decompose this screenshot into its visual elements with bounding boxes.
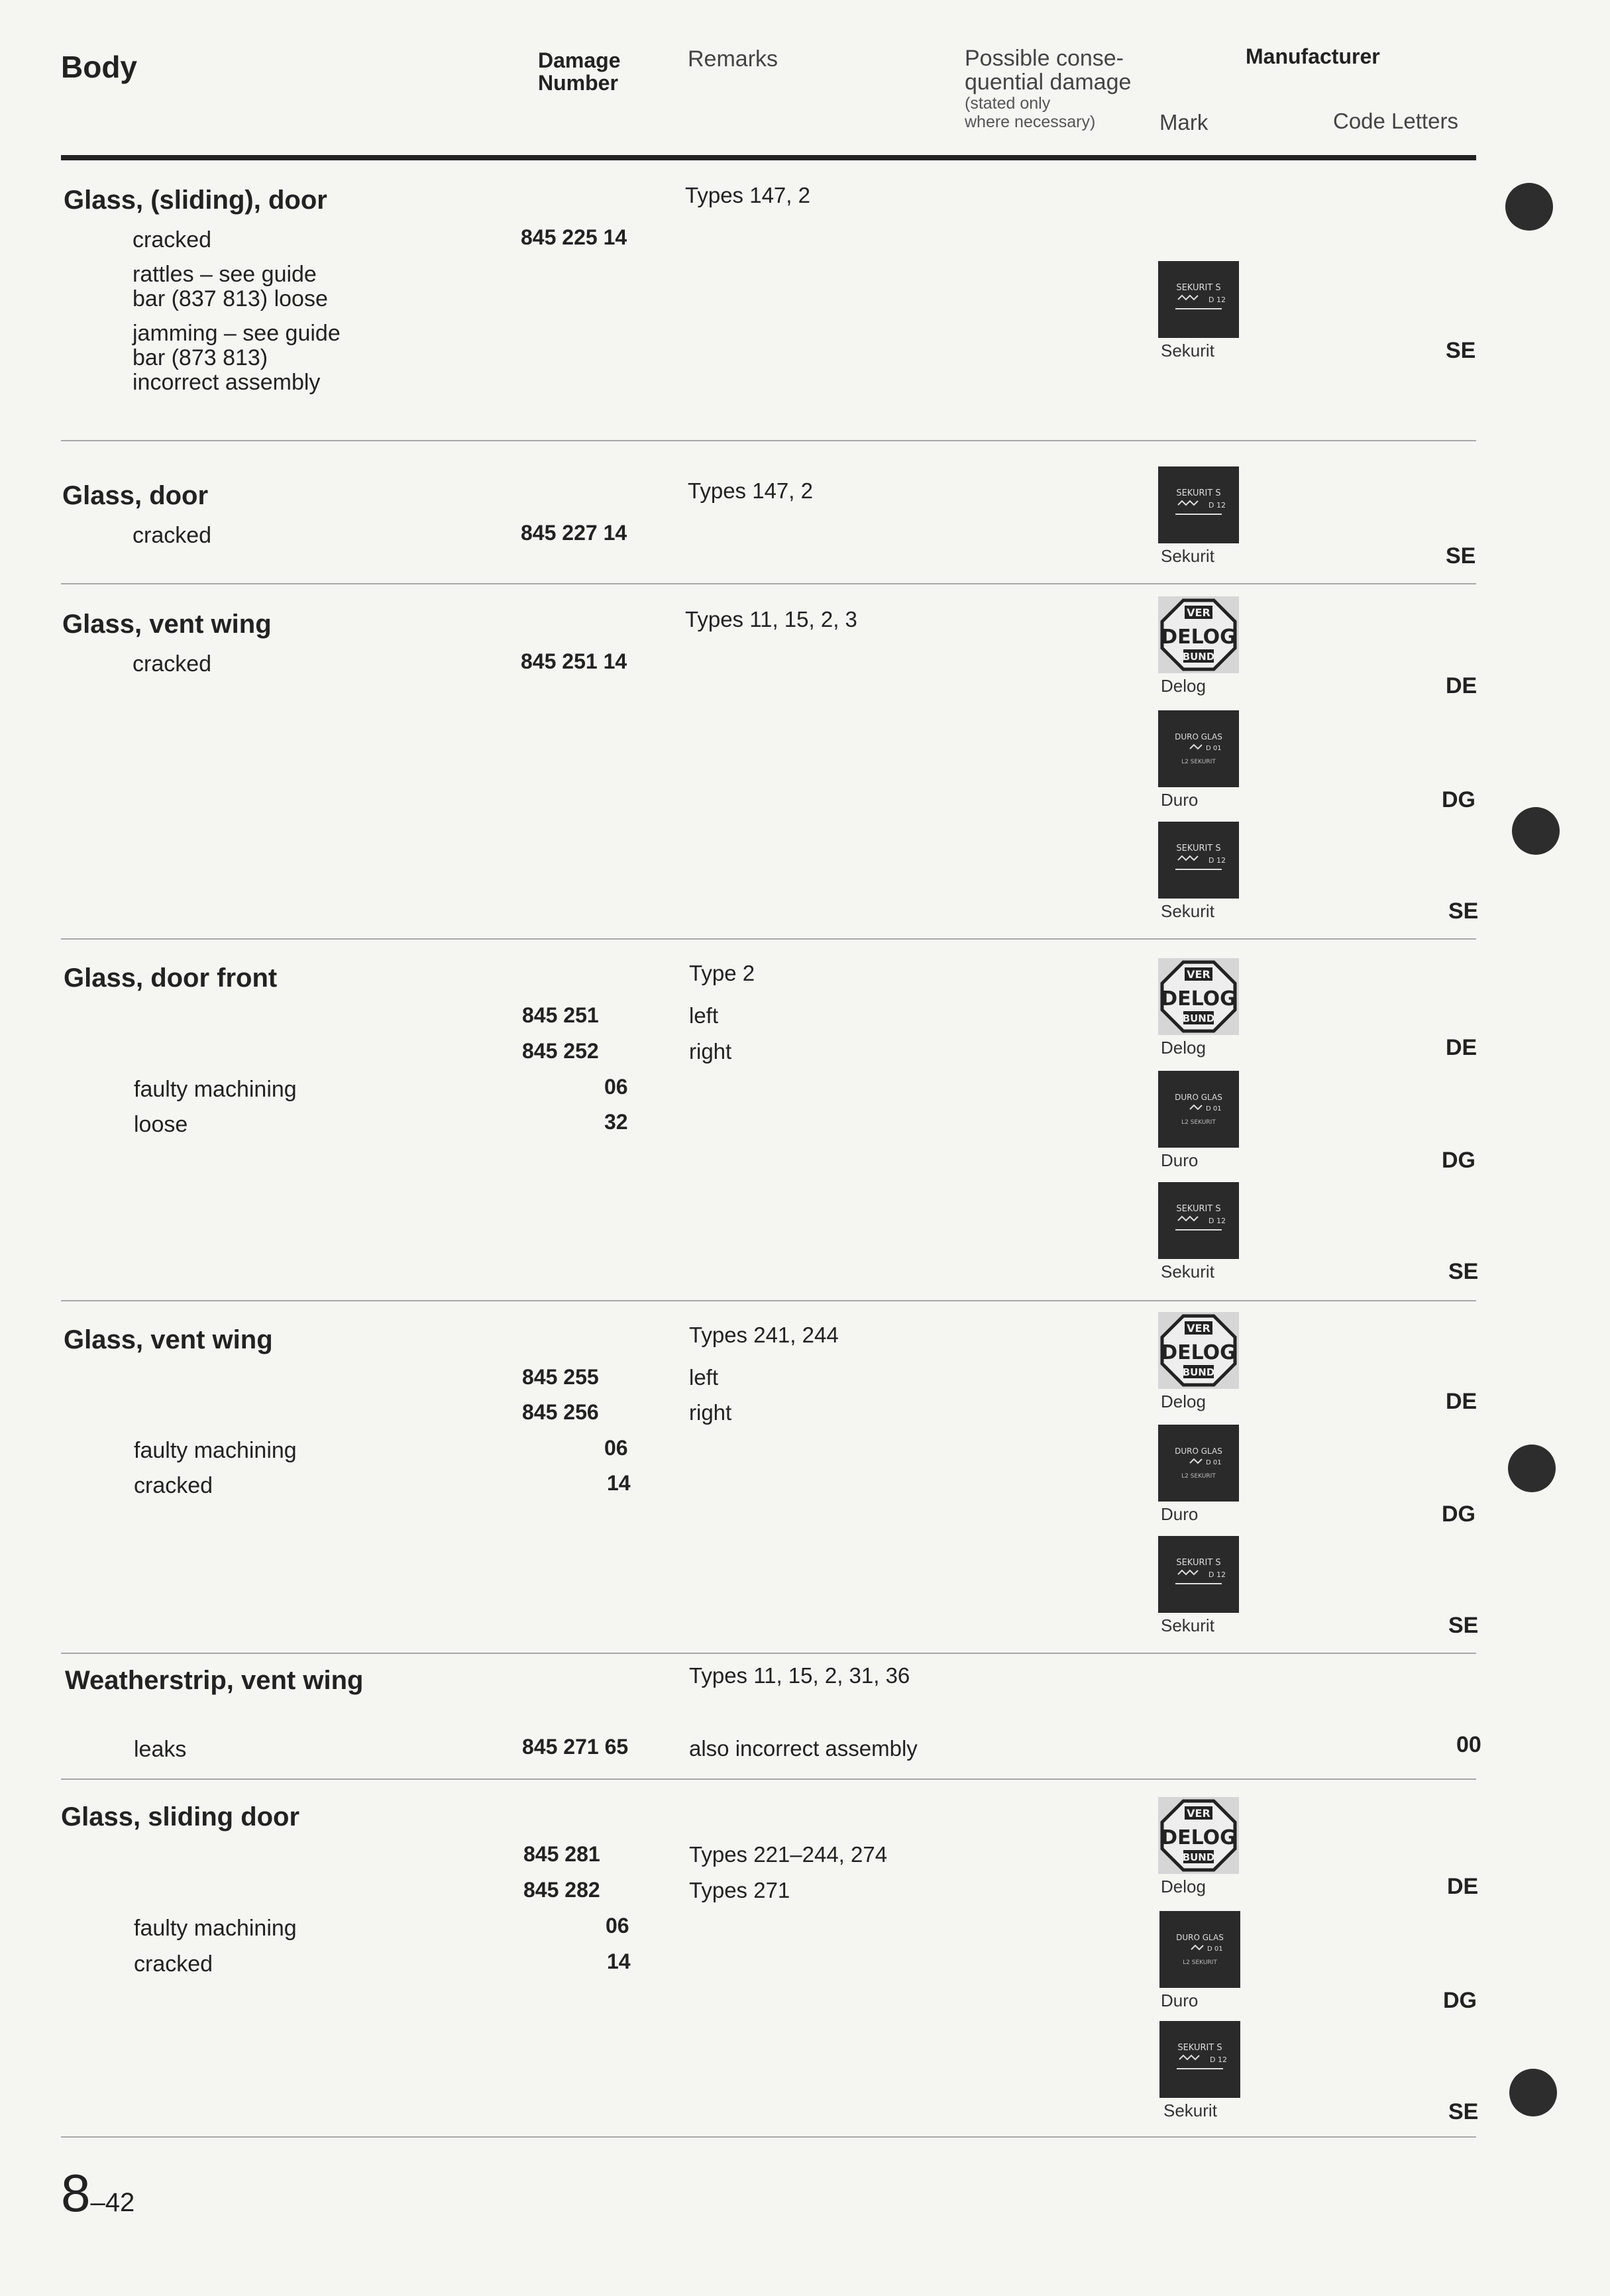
code-letters: SE	[1448, 1259, 1479, 1284]
svg-text:DURO GLAS: DURO GLAS	[1175, 1447, 1222, 1456]
section-divider	[61, 938, 1476, 940]
damage-number: 845 282	[523, 1878, 600, 1902]
list-item: faulty machining	[134, 1077, 297, 1102]
item-remark: also incorrect assembly	[689, 1736, 918, 1761]
duro-logo	[1159, 1911, 1240, 1988]
list-item: cracked	[134, 1951, 213, 1977]
delog-mark-graphic	[1158, 596, 1239, 673]
code-letters: SE	[1446, 338, 1476, 363]
header-rule	[61, 155, 1476, 160]
damage-number-header: Damage Number	[538, 48, 621, 95]
damage-number: 845 251 14	[521, 649, 627, 673]
side-remark: Types 271	[689, 1878, 790, 1902]
damage-suffix: 06	[604, 1075, 628, 1099]
consequential-damage-header: Possible conse- quential damage (stated only where necessary)	[965, 46, 1132, 131]
section-remark: Types 11, 15, 2, 3	[685, 607, 857, 631]
svg-text:SEKURIT S: SEKURIT S	[1177, 2043, 1222, 2053]
sekurit-mark-graphic	[1158, 1536, 1239, 1613]
remarks-header: Remarks	[688, 46, 778, 72]
page-number: 8–42	[61, 2163, 135, 2222]
svg-text:BUND: BUND	[1182, 651, 1215, 663]
manufacturer-header: Manufacturer	[1246, 44, 1380, 68]
mark-label: Sekurit	[1161, 546, 1214, 566]
svg-text:DURO GLAS: DURO GLAS	[1176, 1933, 1224, 1942]
code-letters: DG	[1442, 1502, 1476, 1527]
damage-number: 845 252	[522, 1039, 599, 1063]
side-remark: right	[689, 1039, 732, 1064]
mark-label: Sekurit	[1163, 2101, 1217, 2120]
mark-label: Delog	[1161, 1038, 1206, 1058]
list-item: loose	[134, 1112, 188, 1137]
duro-logo	[1158, 1425, 1239, 1502]
svg-text:D 01: D 01	[1206, 1459, 1222, 1466]
list-item: rattles – see guide bar (837 813) loose	[133, 262, 328, 311]
mark-label: Sekurit	[1161, 1262, 1214, 1282]
svg-text:DELOG: DELOG	[1161, 987, 1236, 1011]
mark-label: Sekurit	[1161, 341, 1214, 360]
section-remark: Type 2	[689, 961, 755, 985]
svg-text:BUND: BUND	[1182, 1366, 1215, 1378]
code-letters-header: Code Letters	[1333, 109, 1458, 133]
mark-label: Duro	[1161, 1504, 1199, 1524]
svg-text:D 01: D 01	[1206, 745, 1222, 752]
sekurit-logo	[1158, 1182, 1239, 1259]
code-letters: DG	[1442, 787, 1476, 812]
punch-hole	[1508, 1445, 1556, 1492]
sekurit-mark-graphic	[1158, 261, 1239, 338]
code-letters: 00	[1456, 1732, 1481, 1757]
svg-text:SEKURIT S: SEKURIT S	[1176, 488, 1221, 498]
svg-text:D 01: D 01	[1207, 1945, 1223, 1953]
code-letters: DE	[1446, 673, 1477, 698]
side-remark: left	[689, 1003, 719, 1028]
delog-logo	[1158, 1312, 1239, 1389]
svg-text:VER: VER	[1187, 968, 1210, 981]
duro-mark-graphic	[1159, 1911, 1240, 1988]
svg-text:D 01: D 01	[1206, 1105, 1222, 1113]
duro-logo	[1158, 710, 1239, 787]
svg-text:D 12: D 12	[1208, 856, 1226, 865]
side-remark: right	[689, 1400, 732, 1425]
svg-text:D 12: D 12	[1208, 1570, 1226, 1579]
section-title: Glass, door	[62, 481, 209, 510]
damage-number: 845 227 14	[521, 521, 627, 545]
code-letters: SE	[1448, 2099, 1479, 2124]
delog-logo	[1158, 596, 1239, 673]
list-item: cracked	[133, 651, 212, 677]
list-item: leaks	[134, 1737, 187, 1762]
damage-number: 845 271 65	[522, 1735, 629, 1759]
delog-logo	[1158, 958, 1239, 1035]
svg-text:DELOG: DELOG	[1161, 1341, 1236, 1364]
damage-suffix: 06	[604, 1436, 628, 1460]
section-divider	[61, 583, 1476, 584]
svg-text:SEKURIT S: SEKURIT S	[1176, 1204, 1221, 1214]
mark-header: Mark	[1159, 110, 1208, 135]
section-divider	[61, 1778, 1476, 1780]
sekurit-logo	[1158, 466, 1239, 543]
svg-text:DURO GLAS: DURO GLAS	[1175, 1093, 1222, 1102]
mark-label: Duro	[1161, 790, 1199, 810]
damage-number: 845 251	[522, 1003, 599, 1027]
svg-text:D 12: D 12	[1210, 2055, 1227, 2064]
section-remark: Types 11, 15, 2, 31, 36	[689, 1663, 910, 1688]
svg-text:D 12: D 12	[1208, 1217, 1226, 1225]
code-letters: DE	[1446, 1035, 1477, 1060]
damage-suffix: 14	[607, 1949, 631, 1973]
code-letters: DE	[1446, 1389, 1477, 1414]
svg-text:L2 SEKURIT: L2 SEKURIT	[1183, 1959, 1217, 1966]
sekurit-logo	[1158, 822, 1239, 899]
code-letters: SE	[1448, 1613, 1479, 1638]
sekurit-mark-graphic	[1158, 1182, 1239, 1259]
side-remark: Types 221–244, 274	[689, 1842, 888, 1867]
list-item: cracked	[133, 523, 212, 548]
code-letters: DG	[1443, 1988, 1477, 2013]
section-remark: Types 241, 244	[689, 1323, 839, 1347]
svg-text:DELOG: DELOG	[1161, 626, 1236, 649]
punch-hole	[1509, 2069, 1557, 2116]
section-title: Glass, vent wing	[62, 610, 272, 639]
mark-label: Duro	[1161, 1991, 1199, 2010]
svg-text:DELOG: DELOG	[1161, 1826, 1236, 1849]
duro-mark-graphic	[1158, 1071, 1239, 1148]
delog-mark-graphic	[1158, 1312, 1239, 1389]
svg-text:BUND: BUND	[1182, 1012, 1215, 1024]
sekurit-logo	[1158, 261, 1239, 338]
list-item: faulty machining	[134, 1916, 297, 1941]
svg-text:L2 SEKURIT: L2 SEKURIT	[1181, 1119, 1216, 1126]
list-item: cracked	[134, 1473, 213, 1498]
section-divider	[61, 1653, 1476, 1654]
svg-text:BUND: BUND	[1182, 1851, 1215, 1863]
svg-text:VER: VER	[1187, 606, 1210, 619]
sekurit-mark-graphic	[1159, 2021, 1240, 2098]
list-item: cracked	[133, 227, 212, 252]
svg-text:VER: VER	[1187, 1807, 1210, 1820]
mark-label: Sekurit	[1161, 901, 1214, 921]
page-title: Body	[61, 50, 137, 84]
svg-text:L2 SEKURIT: L2 SEKURIT	[1181, 759, 1216, 765]
duro-mark-graphic	[1158, 1425, 1239, 1502]
code-letters: DG	[1442, 1148, 1476, 1173]
delog-logo	[1158, 1797, 1239, 1874]
side-remark: left	[689, 1365, 719, 1390]
damage-number: 845 281	[523, 1842, 600, 1866]
delog-mark-graphic	[1158, 1797, 1239, 1874]
damage-suffix: 14	[607, 1471, 631, 1495]
list-item: jamming – see guide bar (873 813) incorrect assembly	[133, 321, 341, 395]
section-title: Glass, sliding door	[61, 1802, 300, 1831]
mark-label: Delog	[1161, 676, 1206, 696]
damage-suffix: 32	[604, 1110, 628, 1134]
svg-text:SEKURIT S: SEKURIT S	[1176, 283, 1221, 293]
damage-number: 845 225 14	[521, 225, 627, 249]
mark-label: Delog	[1161, 1392, 1206, 1411]
sekurit-mark-graphic	[1158, 822, 1239, 899]
section-title: Weatherstrip, vent wing	[65, 1666, 364, 1695]
svg-text:SEKURIT S: SEKURIT S	[1176, 844, 1221, 853]
sekurit-logo	[1159, 2021, 1240, 2098]
svg-text:VER: VER	[1187, 1322, 1210, 1335]
list-item: faulty machining	[134, 1438, 297, 1463]
svg-text:D 12: D 12	[1208, 296, 1226, 304]
svg-text:D 12: D 12	[1208, 501, 1226, 510]
section-divider	[61, 1300, 1476, 1301]
mark-label: Sekurit	[1161, 1615, 1214, 1635]
duro-logo	[1158, 1071, 1239, 1148]
punch-hole	[1512, 807, 1560, 855]
mark-label: Duro	[1161, 1150, 1199, 1170]
section-title: Glass, door front	[64, 963, 278, 993]
delog-mark-graphic	[1158, 958, 1239, 1035]
punch-hole	[1505, 183, 1553, 231]
section-remark: Types 147, 2	[685, 183, 810, 207]
damage-number: 845 256	[522, 1400, 599, 1424]
damage-number: 845 255	[522, 1365, 599, 1389]
section-title: Glass, (sliding), door	[64, 186, 327, 215]
code-letters: SE	[1448, 899, 1479, 924]
section-divider	[61, 2136, 1476, 2138]
section-divider	[61, 440, 1476, 441]
svg-text:L2 SEKURIT: L2 SEKURIT	[1181, 1473, 1216, 1480]
svg-text:SEKURIT S: SEKURIT S	[1176, 1558, 1221, 1568]
sekurit-mark-graphic	[1158, 466, 1239, 543]
duro-mark-graphic	[1158, 710, 1239, 787]
mark-label: Delog	[1161, 1877, 1206, 1896]
code-letters: DE	[1447, 1874, 1479, 1899]
section-remark: Types 147, 2	[688, 478, 813, 503]
code-letters: SE	[1446, 543, 1476, 569]
damage-suffix: 06	[606, 1914, 629, 1938]
sekurit-logo	[1158, 1536, 1239, 1613]
section-title: Glass, vent wing	[64, 1325, 273, 1354]
svg-text:DURO GLAS: DURO GLAS	[1175, 732, 1222, 741]
